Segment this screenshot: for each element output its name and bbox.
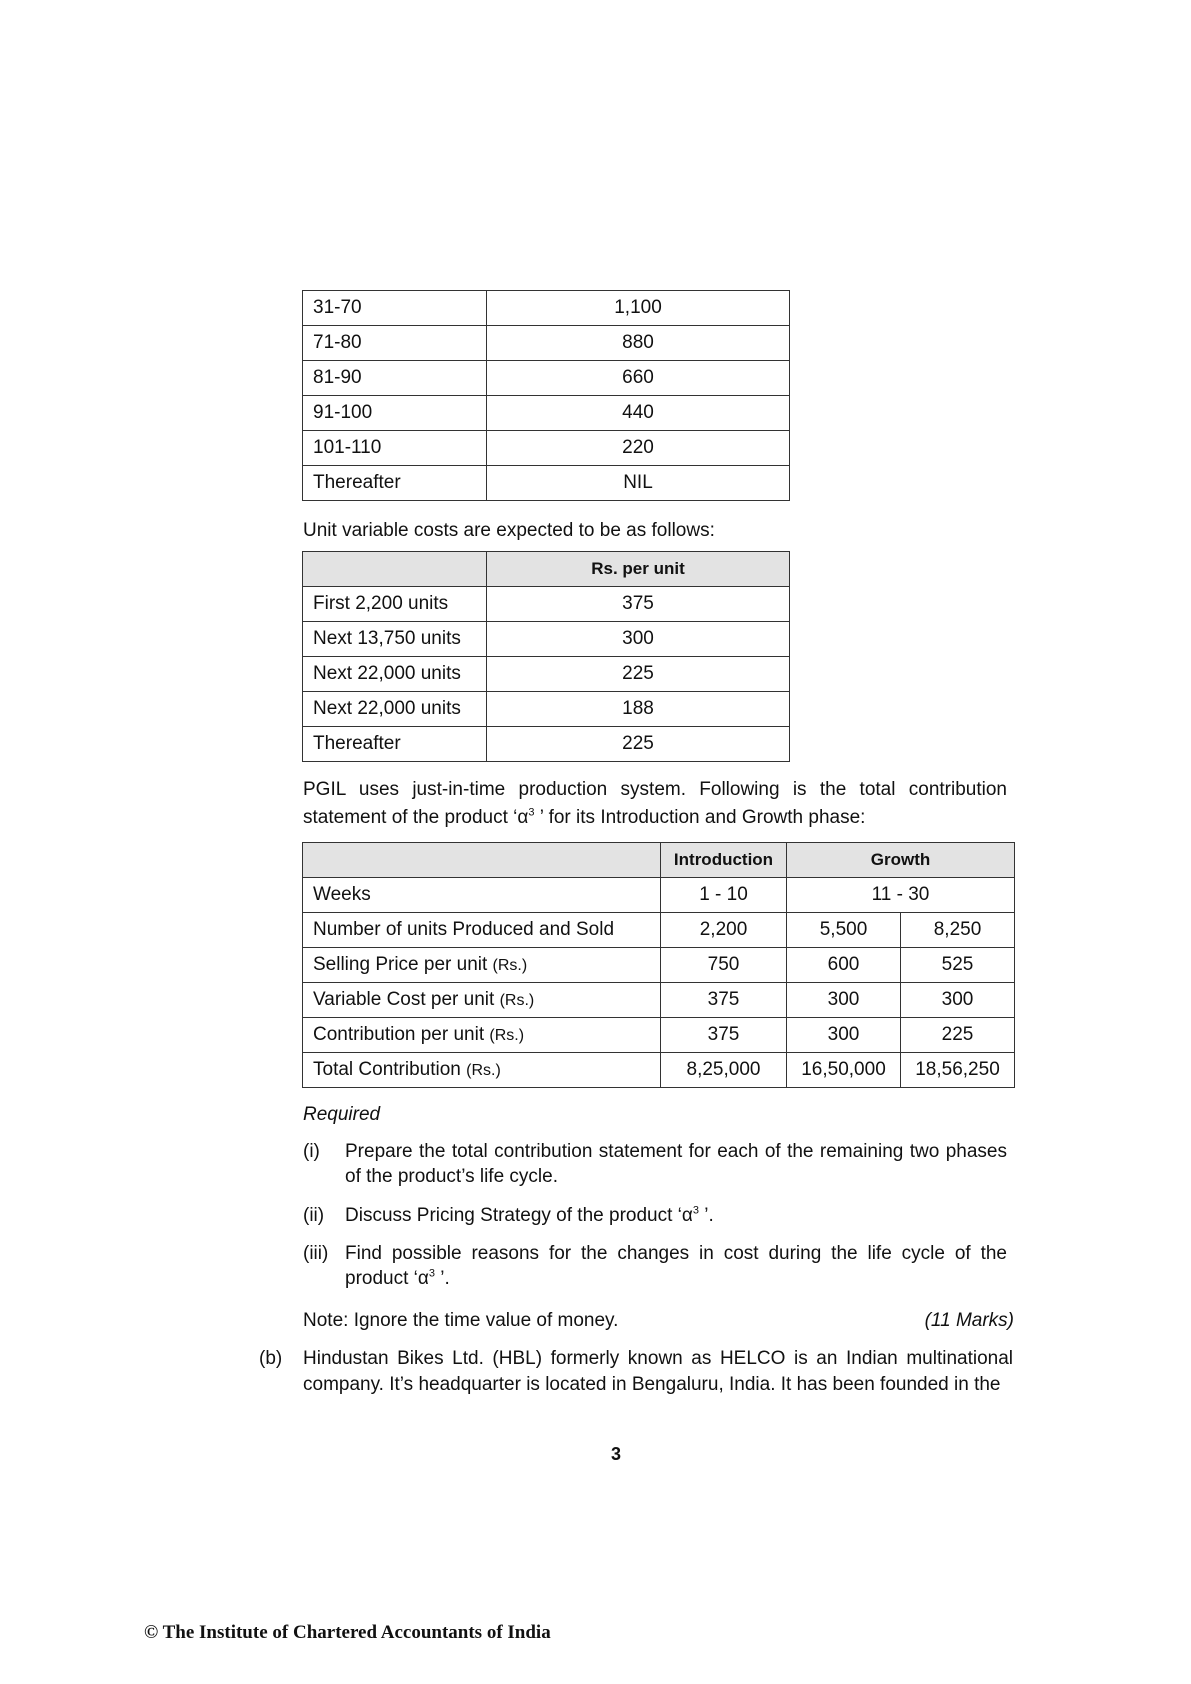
table-row	[303, 983, 1015, 1018]
header-growth: Growth	[787, 843, 1015, 878]
required-heading: Required	[303, 1104, 381, 1125]
table-cell: 225	[901, 1018, 1015, 1053]
table-header-cell: Rs. per unit	[487, 552, 790, 587]
table-cell: 300	[487, 622, 790, 657]
table-row	[303, 1018, 1015, 1053]
table-cell: 8,250	[901, 913, 1015, 948]
table-cell: 375	[661, 983, 787, 1018]
table-cell: Thereafter	[303, 727, 487, 762]
item-number: (i)	[303, 1141, 320, 1162]
alpha-symbol: α	[517, 807, 529, 828]
table-cell: 660	[487, 361, 790, 396]
part-b-number: (b)	[259, 1348, 283, 1369]
table-row	[303, 727, 790, 762]
weeks-intro: 1 - 10	[661, 878, 787, 913]
slab-table	[302, 290, 790, 501]
table-row	[303, 587, 790, 622]
item-number: (iii)	[303, 1243, 329, 1264]
table-cell: 750	[661, 948, 787, 983]
table-cell: Next 13,750 units	[303, 622, 487, 657]
table-row	[303, 913, 1015, 948]
table-row	[303, 361, 790, 396]
table-cell: 300	[787, 983, 901, 1018]
table-row	[303, 291, 790, 326]
table-cell: 8,25,000	[661, 1053, 787, 1088]
page-number: 3	[610, 1444, 621, 1464]
table-row	[303, 396, 790, 431]
table-row	[303, 326, 790, 361]
table-row	[303, 431, 790, 466]
table-cell: 188	[487, 692, 790, 727]
note-text: Note: Ignore the time value of money.	[303, 1310, 619, 1331]
table-cell: 300	[787, 1018, 901, 1053]
part-b-text: Hindustan Bikes Ltd. (HBL) formerly known as HELCO is an Indian multinational company. It’s headquarter is located in Bengaluru, India. It has been founded in the	[303, 1348, 1013, 1395]
table-header-blank	[303, 843, 661, 878]
table-cell: 375	[487, 587, 790, 622]
table-cell: 101-110	[303, 431, 487, 466]
required-item-iii	[303, 1241, 1007, 1291]
table-cell: 600	[787, 948, 901, 983]
row-label: Selling Price per unit (Rs.)	[303, 948, 661, 983]
table-cell: 375	[661, 1018, 787, 1053]
table-cell: 880	[487, 326, 790, 361]
item-number: (ii)	[303, 1205, 325, 1226]
table-row	[303, 878, 1015, 913]
table-header-blank	[303, 552, 487, 587]
header-introduction: Introduction	[661, 843, 787, 878]
table-row	[303, 1053, 1015, 1088]
table-cell: 5,500	[787, 913, 901, 948]
pgil-text-end: ’ for its Introduction and Growth phase:	[534, 807, 866, 828]
item-text: Prepare the total contribution statement for each of the remaining two phases of the product’s life cycle.	[345, 1141, 1007, 1187]
variable-cost-table	[302, 551, 790, 762]
table-cell: 225	[487, 657, 790, 692]
row-label: Contribution per unit (Rs.)	[303, 1018, 661, 1053]
table-cell: 525	[901, 948, 1015, 983]
row-label: Number of units Produced and Sold	[303, 913, 661, 948]
contribution-table	[302, 842, 1015, 1088]
table-cell: 440	[487, 396, 790, 431]
table-cell: Thereafter	[303, 466, 487, 501]
table-cell: NIL	[487, 466, 790, 501]
alpha-symbol: α	[417, 1268, 429, 1289]
table-cell: 2,200	[661, 913, 787, 948]
table-row	[303, 466, 790, 501]
table-cell: 71-80	[303, 326, 487, 361]
table-row	[303, 622, 790, 657]
table-cell: 81-90	[303, 361, 487, 396]
table-cell: 91-100	[303, 396, 487, 431]
table-cell: 220	[487, 431, 790, 466]
pgil-text: PGIL uses just-in-time production system. Following is the total contribution statement of the product ‘	[303, 779, 1007, 828]
row-label: Variable Cost per unit (Rs.)	[303, 983, 661, 1018]
table-row	[303, 948, 1015, 983]
table-cell: Next 22,000 units	[303, 692, 487, 727]
required-item-i	[303, 1139, 1007, 1189]
alpha-symbol: α	[681, 1205, 693, 1226]
table-cell: 225	[487, 727, 790, 762]
item-text: Find possible reasons for the changes in cost during the life cycle of the product ‘$\alpha^3$ ’.	[345, 1243, 1007, 1289]
weeks-growth: 11 - 30	[787, 878, 1015, 913]
pgil-paragraph	[303, 776, 1007, 832]
table-cell: 31-70	[303, 291, 487, 326]
footer-copyright: © The Institute of Chartered Accountants of India	[144, 1622, 551, 1643]
table-row	[303, 657, 790, 692]
weeks-label: Weeks	[303, 878, 661, 913]
table-cell: Next 22,000 units	[303, 657, 487, 692]
table-header-row	[303, 552, 790, 587]
marks-label: (11 Marks)	[924, 1310, 1014, 1331]
required-item-ii	[303, 1203, 1007, 1228]
row-label: Total Contribution (Rs.)	[303, 1053, 661, 1088]
table-cell: 300	[901, 983, 1015, 1018]
item-text: Discuss Pricing Strategy of the product ‘$\alpha^3$ ’.	[345, 1204, 714, 1226]
table-cell: 18,56,250	[901, 1053, 1015, 1088]
table-cell: 16,50,000	[787, 1053, 901, 1088]
superscript: 3	[528, 806, 535, 819]
table-row	[303, 692, 790, 727]
table-header-row	[303, 843, 1015, 878]
table-cell: 1,100	[487, 291, 790, 326]
table-cell: First 2,200 units	[303, 587, 487, 622]
intro-text: Unit variable costs are expected to be as follows:	[303, 520, 715, 541]
